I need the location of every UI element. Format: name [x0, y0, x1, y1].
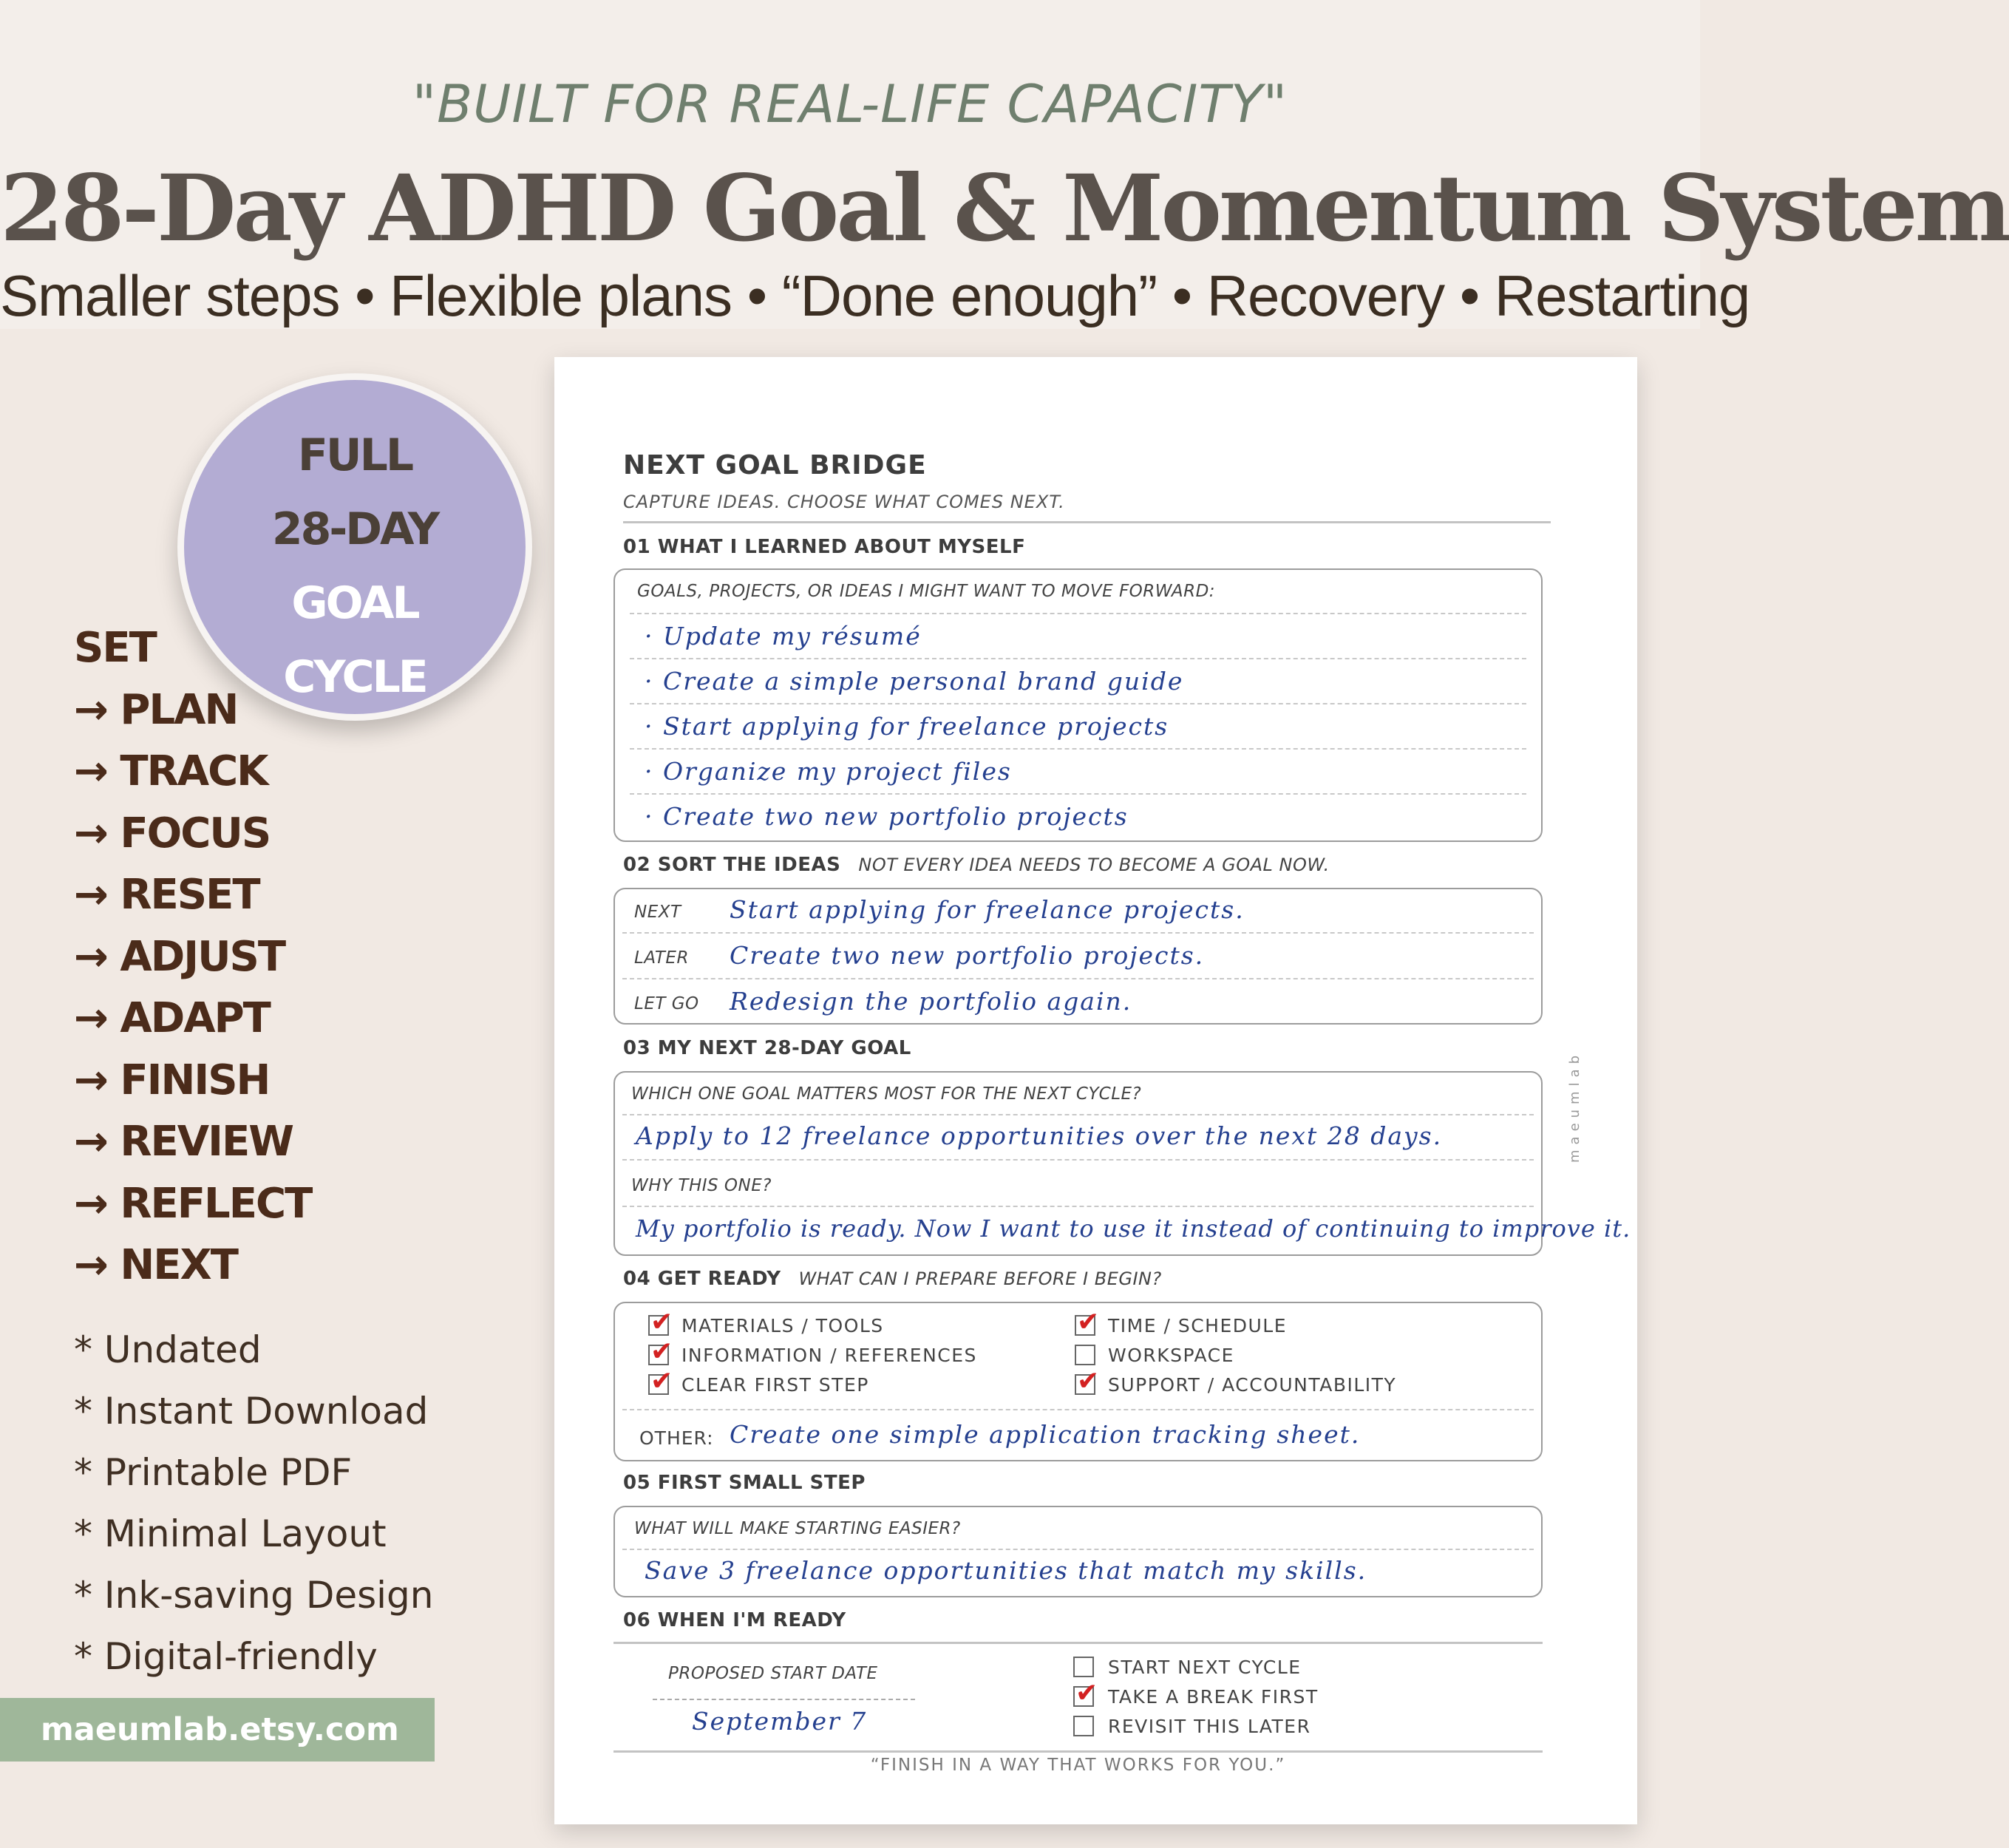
other-value[interactable]: Create one simple application tracking sheet.: [730, 1420, 1361, 1449]
first-step-answer[interactable]: Save 3 freelance opportunities that match my skills.: [645, 1556, 1367, 1585]
checkbox[interactable]: [648, 1307, 673, 1337]
dashed-line: [630, 793, 1526, 795]
feature-item: * Ink-saving Design: [74, 1574, 434, 1617]
main-title: 28-Day ADHD Goal & Momentum System: [0, 155, 2009, 262]
tagline: "BUILT FOR REAL-LIFE CAPACITY": [412, 74, 1288, 135]
checkbox[interactable]: [648, 1336, 673, 1367]
checkmark-icon: ✔: [1077, 1366, 1100, 1396]
checkbox-label: INFORMATION / REFERENCES: [681, 1345, 977, 1366]
divider: [613, 1642, 1543, 1644]
checkbox[interactable]: [648, 1366, 673, 1396]
checkbox[interactable]: [1075, 1366, 1100, 1396]
sort-label: LET GO: [634, 994, 699, 1013]
step-item: SET: [74, 624, 156, 672]
page-subtitle: CAPTURE IDEAS. CHOOSE WHAT COMES NEXT.: [623, 492, 1065, 512]
sort-value[interactable]: Create two new portfolio projects.: [730, 941, 1205, 970]
checkmark-icon: ✔: [650, 1307, 673, 1337]
section-note: WHAT CAN I PREPARE BEFORE I BEGIN?: [798, 1268, 1162, 1289]
checkbox[interactable]: [1073, 1678, 1098, 1708]
section-title: 02 SORT THE IDEAS: [623, 854, 841, 876]
page-title: NEXT GOAL BRIDGE: [623, 450, 927, 480]
subtitle: Smaller steps • Flexible plans • “Done enough” • Recovery • Restarting: [0, 263, 1750, 328]
step-item: → ADAPT: [74, 994, 270, 1042]
dashed-line: [622, 978, 1534, 979]
brand-watermark: maeumlab: [1567, 1050, 1583, 1163]
feature-item: * Instant Download: [74, 1390, 429, 1433]
sort-value[interactable]: Redesign the portfolio again.: [730, 987, 1132, 1016]
section-heading: 06 WHEN I'M READY: [623, 1609, 846, 1631]
first-step-question: WHAT WILL MAKE STARTING EASIER?: [634, 1519, 961, 1538]
why-question: WHY THIS ONE?: [631, 1176, 772, 1195]
checkmark-icon: ✔: [1075, 1678, 1098, 1708]
checkmark-icon: ✔: [650, 1366, 673, 1396]
checkbox-label: TAKE A BREAK FIRST: [1108, 1686, 1319, 1708]
sort-label: NEXT: [634, 903, 681, 922]
section-heading: 05 FIRST SMALL STEP: [623, 1472, 866, 1494]
feature-item: * Minimal Layout: [74, 1512, 387, 1555]
step-item: → REVIEW: [74, 1118, 293, 1166]
idea-item[interactable]: · Create a simple personal brand guide: [645, 667, 1184, 696]
closing-quote: “FINISH IN A WAY THAT WORKS FOR YOU.”: [870, 1756, 1286, 1775]
section-heading: 01 WHAT I LEARNED ABOUT MYSELF: [623, 536, 1026, 558]
why-answer[interactable]: My portfolio is ready. Now I want to use it instead of continuing to improve it.: [636, 1215, 1631, 1243]
step-item: → REFLECT: [74, 1179, 312, 1228]
start-date-value[interactable]: September 7: [692, 1707, 868, 1736]
dashed-line: [622, 1114, 1534, 1115]
checkbox-label: TIME / SCHEDULE: [1108, 1315, 1288, 1336]
checkmark-icon: ✔: [1077, 1307, 1100, 1337]
section-note: NOT EVERY IDEA NEEDS TO BECOME A GOAL NOW.: [858, 855, 1330, 875]
features-list: [74, 1319, 433, 1688]
checkbox-label: SUPPORT / ACCOUNTABILITY: [1108, 1374, 1397, 1396]
idea-item[interactable]: · Update my résumé: [645, 622, 922, 650]
dashed-line: [622, 1159, 1534, 1161]
start-date-label: PROPOSED START DATE: [668, 1664, 878, 1683]
ideas-label: GOALS, PROJECTS, OR IDEAS I MIGHT WANT TO MOVE FORWARD:: [637, 582, 1216, 601]
checkbox-label: WORKSPACE: [1108, 1345, 1234, 1366]
ideas-box: [613, 568, 1543, 842]
feature-item: * Undated: [74, 1328, 262, 1371]
section-heading: [623, 854, 1330, 876]
dashed-line: [630, 658, 1526, 659]
dashed-line: [622, 1549, 1534, 1550]
step-item: → ADJUST: [74, 932, 285, 981]
first-step-box: [613, 1506, 1543, 1597]
goal-answer[interactable]: Apply to 12 freelance opportunities over the next 28 days.: [636, 1121, 1443, 1150]
checkmark-icon: ✔: [650, 1336, 673, 1367]
checkbox-label: CLEAR FIRST STEP: [681, 1374, 869, 1396]
idea-item[interactable]: · Create two new portfolio projects: [645, 802, 1129, 831]
cycle-steps-list: [74, 617, 311, 1297]
checkbox[interactable]: [1073, 1716, 1094, 1736]
get-ready-box: [613, 1302, 1543, 1461]
badge-line: CYCLE: [283, 651, 426, 703]
dashed-line: [630, 748, 1526, 750]
idea-item[interactable]: · Start applying for freelance projects: [645, 712, 1169, 741]
badge-line: GOAL: [291, 577, 418, 629]
checkbox[interactable]: [1075, 1345, 1095, 1365]
step-item: → TRACK: [74, 747, 268, 795]
feature-item: * Printable PDF: [74, 1451, 353, 1494]
step-item: → FOCUS: [74, 809, 271, 857]
section-heading: 03 MY NEXT 28-DAY GOAL: [623, 1037, 911, 1059]
step-item: → FINISH: [74, 1056, 270, 1104]
sort-value[interactable]: Start applying for freelance projects.: [730, 895, 1245, 924]
dashed-line: [630, 703, 1526, 704]
shop-link[interactable]: maeumlab.etsy.com: [0, 1698, 435, 1762]
step-item: → PLAN: [74, 685, 238, 734]
goal-question: WHICH ONE GOAL MATTERS MOST FOR THE NEXT CYCLE?: [631, 1084, 1142, 1104]
section-heading: [623, 1268, 1162, 1290]
checkbox[interactable]: [1075, 1307, 1100, 1337]
planner-page: [554, 357, 1637, 1824]
dashed-line: [622, 1409, 1534, 1410]
checkbox-label: REVISIT THIS LATER: [1108, 1716, 1311, 1737]
other-label: OTHER:: [639, 1427, 714, 1449]
idea-item[interactable]: · Organize my project files: [645, 757, 1012, 786]
dashed-line: [622, 932, 1534, 934]
step-item: → NEXT: [74, 1241, 237, 1289]
checkbox-label: MATERIALS / TOOLS: [681, 1315, 884, 1336]
sort-box: [613, 888, 1543, 1025]
checkbox[interactable]: [1073, 1657, 1094, 1677]
divider: [613, 1750, 1543, 1753]
badge-line: 28-DAY: [271, 503, 438, 555]
sort-label: LATER: [634, 948, 689, 968]
feature-item: * Digital-friendly: [74, 1635, 378, 1678]
dashed-line: [622, 1206, 1534, 1207]
checkbox-label: START NEXT CYCLE: [1108, 1657, 1302, 1678]
step-item: → RESET: [74, 871, 259, 919]
badge-line: FULL: [297, 429, 412, 481]
section-title: 04 GET READY: [623, 1268, 781, 1290]
dashed-line: [653, 1699, 915, 1700]
divider: [623, 521, 1551, 523]
dashed-line: [630, 613, 1526, 614]
